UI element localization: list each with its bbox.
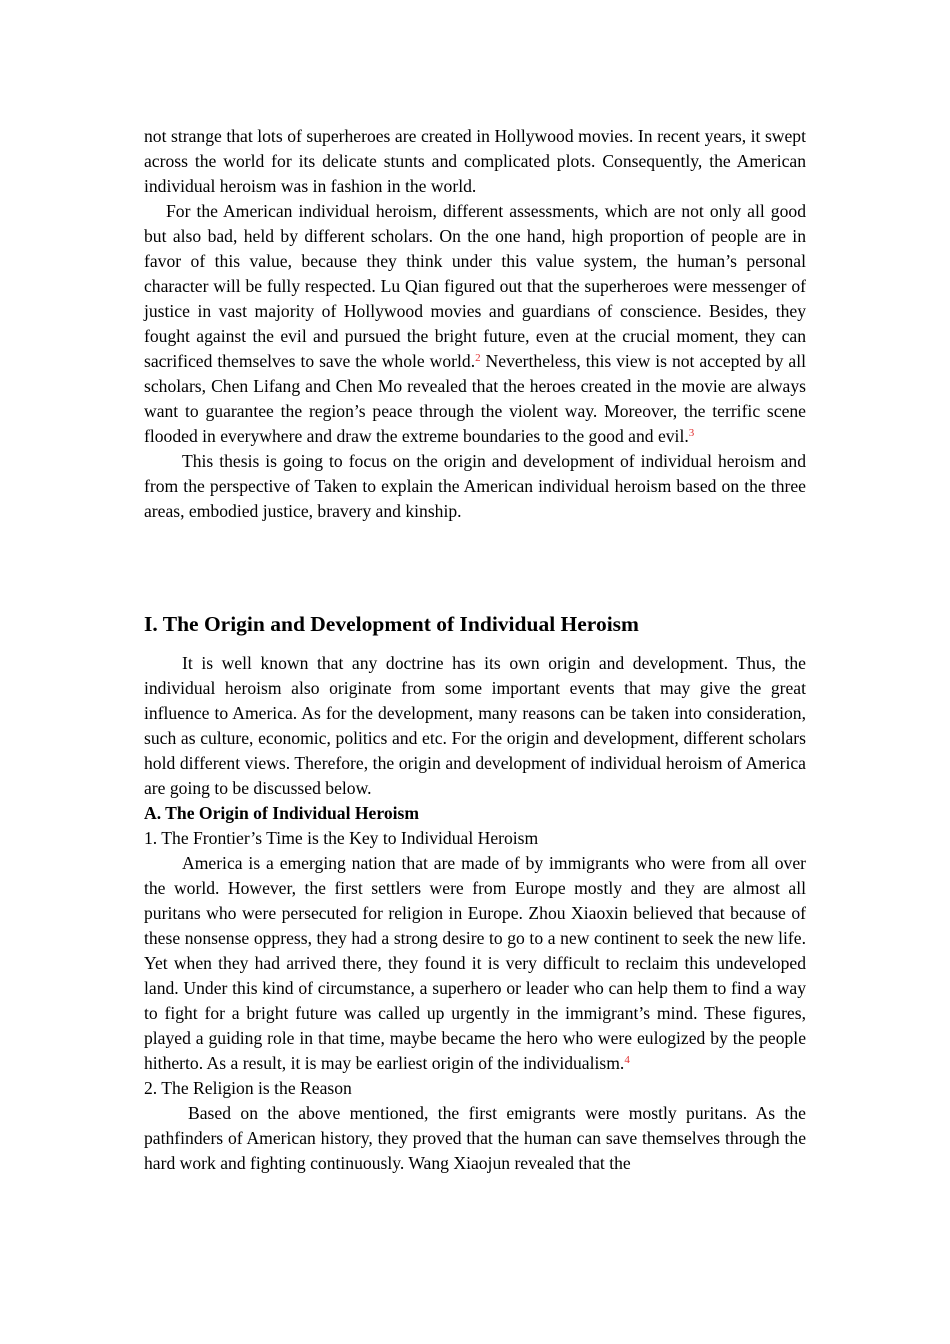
item-1-paragraph-text: America is a emerging nation that are made of by immigrants who were from all over the world. However, the first settlers were from Europe mostly and they are almost all puritans who were persecuted for religion in Europe. Zhou Xiaoxin believed that because of these nonsense oppress, they had a strong desire to go to a new continent to seek the new life. Yet when they had arrived there, they found it is very difficult to reclaim this undeveloped land. Under this kind of circumstance, a superhero or leader who can help them to find a way to fight for a bright future was called up urgently in the immigrant’s mind. These figures, played a guiding role in that time, maybe became the hero who were eulogized by the people hitherto. As a result, it is may be earliest origin of the individualism. bbox=[144, 853, 806, 1073]
subsection-heading-a: A. The Origin of Individual Heroism bbox=[144, 803, 420, 823]
intro-paragraph-2 bbox=[144, 199, 806, 449]
item-1-paragraph bbox=[144, 851, 806, 1076]
item-2-paragraph: Based on the above mentioned, the first emigrants were mostly puritans. As the pathfinders of American history, they proved that the human can save themselves through the hard work and fighting continuously. Wang Xiaojun revealed that the bbox=[144, 1103, 806, 1173]
intro-paragraph-2-text-a: For the American individual heroism, different assessments, which are not only all good but also bad, held by different scholars. On the one hand, high proportion of people are in favor of this value, because they think under this value system, the human’s personal character will be fully respected. Lu Qian figured out that the superheroes were messenger of justice in vast majority of Hollywood movies and guardians of conscience. Besides, they fought against the evil and pursued the bright future, even at the crucial moment, they can sacrificed themselves to save the whole world. bbox=[144, 201, 806, 371]
footnote-ref-2[interactable]: 2 bbox=[475, 352, 481, 364]
document-page bbox=[144, 124, 806, 1176]
item-2-heading: 2. The Religion is the Reason bbox=[144, 1078, 352, 1098]
item-1-heading: 1. The Frontier’s Time is the Key to Individual Heroism bbox=[144, 828, 539, 848]
intro-paragraph-3: This thesis is going to focus on the origin and development of individual heroism and from the perspective of Taken to explain the American individual heroism based on the three areas, embodied justice, bravery and kinship. bbox=[144, 451, 806, 521]
section-intro-paragraph: It is well known that any doctrine has its own origin and development. Thus, the individual heroism also originate from some important events that may give the great influence to America. As for the development, many reasons can be taken into consideration, such as culture, economic, politics and etc. For the origin and development, different scholars hold different views. Therefore, the origin and development of individual heroism of America are going to be discussed below. bbox=[144, 653, 806, 798]
footnote-ref-3[interactable]: 3 bbox=[688, 427, 695, 439]
section-heading: I. The Origin and Development of Individual Heroism bbox=[144, 612, 639, 636]
footnote-ref-4[interactable]: 4 bbox=[624, 1054, 630, 1066]
intro-paragraph-1: not strange that lots of superheroes are created in Hollywood movies. In recent years, it swept across the world for its delicate stunts and complicated plots. Consequently, the American individual heroism was in fashion in the world. bbox=[144, 126, 806, 196]
intro-paragraph-2-text-b: Nevertheless, this view is not accepted by all scholars, Chen Lifang and Chen Mo revealed that the heroes created in the movie are always want to guarantee the region’s peace through the violent way. Moreover, the terrific scene flooded in everywhere and draw the extreme boundaries to the good and evil. bbox=[144, 351, 806, 446]
